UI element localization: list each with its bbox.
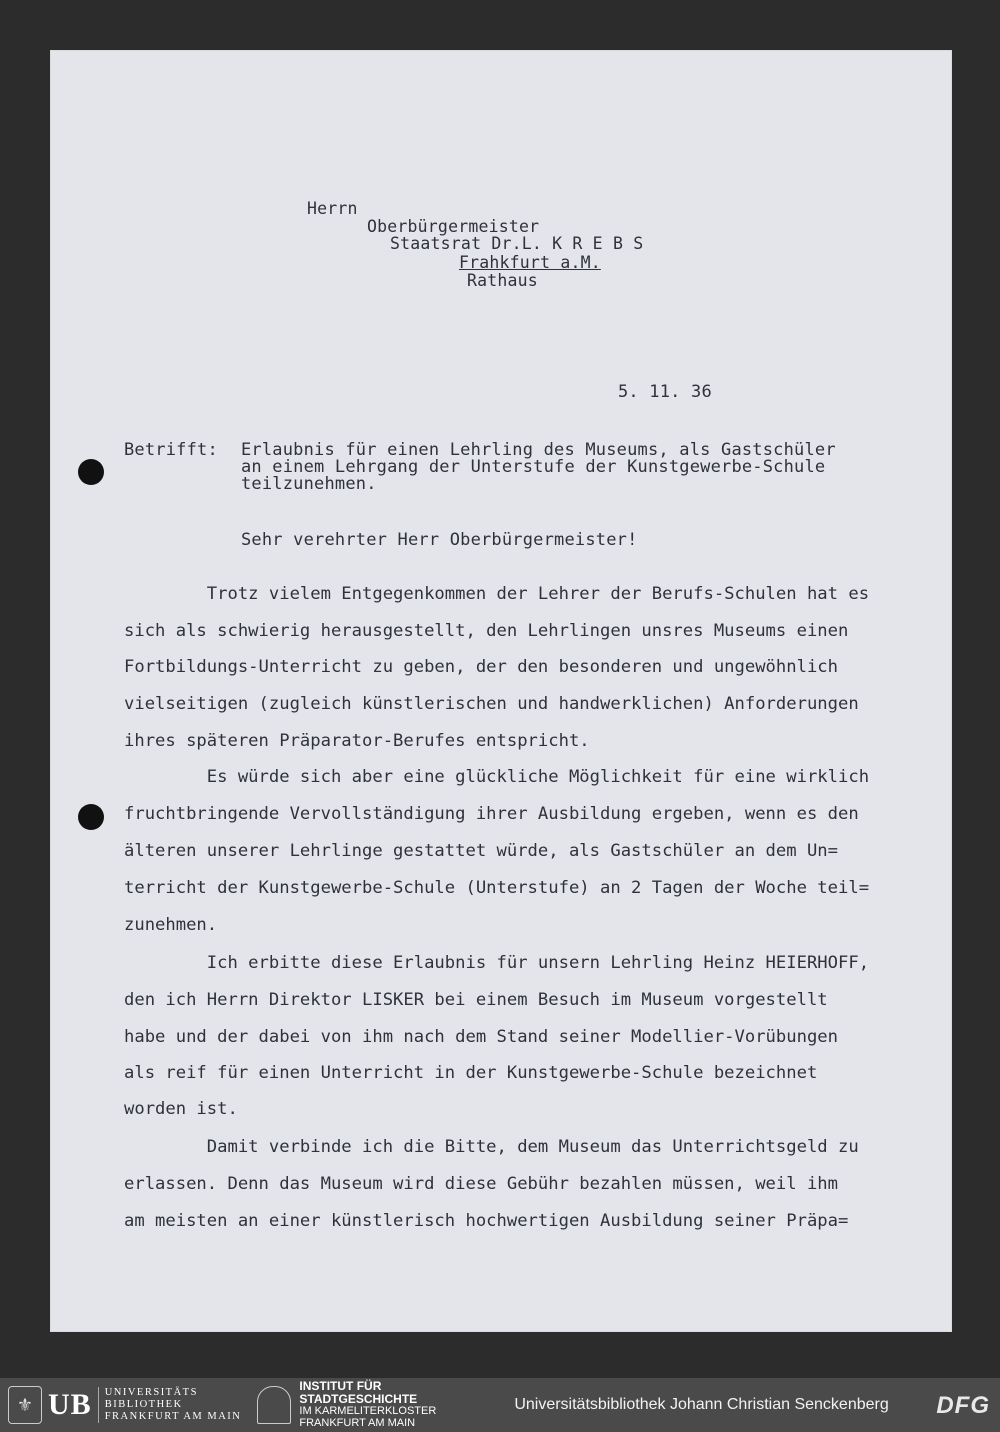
letter-date: 5. 11. 36 bbox=[618, 382, 712, 402]
subject-line-1: Erlaubnis für einen Lehrling des Museums, als Gastschüler bbox=[241, 440, 836, 460]
ub-logo[interactable] bbox=[8, 1386, 241, 1424]
body-line: als reif für einen Unterricht in der Kunstgewerbe-Schule bezeichnet bbox=[124, 1063, 818, 1083]
body-line: worden ist. bbox=[124, 1099, 238, 1119]
body-line: vielseitigen (zugleich künstlerischen und handwerklichen) Anforderungen bbox=[124, 694, 859, 714]
arch-icon bbox=[257, 1386, 291, 1424]
body-line: älteren unserer Lehrlinge gestattet würde, als Gastschüler an dem Un= bbox=[124, 841, 838, 861]
salutation: Sehr verehrter Herr Oberbürgermeister! bbox=[241, 530, 638, 550]
body-line: Ich erbitte diese Erlaubnis für unsern Lehrling Heinz HEIERHOFF, bbox=[124, 953, 870, 973]
library-title: Universitätsbibliothek Johann Christian Senckenberg bbox=[514, 1396, 889, 1413]
body-line: fruchtbringende Vervollständigung ihrer Ausbildung ergeben, wenn es den bbox=[124, 804, 859, 824]
inst-line-3: IM KARMELITERKLOSTER bbox=[299, 1405, 437, 1417]
ub-seal-icon: ⚜ bbox=[8, 1386, 42, 1424]
body-line: am meisten an einer künstlerisch hochwertigen Ausbildung seiner Präpa= bbox=[124, 1211, 849, 1231]
punch-hole-bottom bbox=[78, 804, 104, 830]
subject-line-3: teilzunehmen. bbox=[241, 474, 377, 494]
body-line: sich als schwierig herausgestellt, den Lehrlingen unsres Museums einen bbox=[124, 621, 849, 641]
institut-logo[interactable] bbox=[257, 1381, 436, 1429]
address-line-3: Staatsrat Dr.L. K R E B S bbox=[390, 234, 644, 253]
subject-label: Betrifft: bbox=[124, 440, 218, 460]
body-line: ihres späteren Präparator-Berufes entspricht. bbox=[124, 731, 590, 751]
body-line: Fortbildungs-Unterricht zu geben, der den besonderen und ungewöhnlich bbox=[124, 657, 838, 677]
address-line-2: Oberbürgermeister bbox=[367, 217, 540, 236]
body-line: Trotz vielem Entgegenkommen der Lehrer der Berufs-Schulen hat es bbox=[124, 584, 870, 604]
body-line: terricht der Kunstgewerbe-Schule (Unterstufe) an 2 Tagen der Woche teil= bbox=[124, 878, 870, 898]
body-line: den ich Herrn Direktor LISKER bei einem Besuch im Museum vorgestellt bbox=[124, 990, 828, 1010]
ub-name bbox=[105, 1387, 242, 1423]
punch-hole-top bbox=[78, 459, 104, 485]
inst-line-1: INSTITUT FÜR bbox=[299, 1379, 382, 1393]
ub-line-3: FRANKFURT AM MAIN bbox=[104, 1411, 242, 1422]
ub-short: UB bbox=[48, 1388, 92, 1421]
address-line-4: Frahkfurt a.M. bbox=[459, 253, 601, 272]
ub-divider bbox=[98, 1387, 99, 1423]
inst-line-4: FRANKFURT AM MAIN bbox=[299, 1416, 416, 1429]
address-line-1: Herrn bbox=[307, 199, 358, 218]
body-line: zunehmen. bbox=[124, 915, 218, 935]
ub-line-2: BIBLIOTHEK bbox=[104, 1399, 183, 1410]
body-line: Es würde sich aber eine glückliche Möglichkeit für eine wirklich bbox=[124, 767, 870, 787]
body-line: erlassen. Denn das Museum wird diese Gebühr bezahlen müssen, weil ihm bbox=[124, 1174, 838, 1194]
address-line-5: Rathaus bbox=[467, 271, 538, 290]
body-line: habe und der dabei von ihm nach dem Stand seiner Modellier-Vorübungen bbox=[124, 1027, 838, 1047]
body-line: Damit verbinde ich die Bitte, dem Museum das Unterrichtsgeld zu bbox=[124, 1137, 859, 1157]
institut-name bbox=[299, 1381, 436, 1429]
inst-line-2: STADTGESCHICHTE bbox=[299, 1391, 418, 1406]
viewer-footer bbox=[0, 1378, 1000, 1432]
ub-line-1: UNIVERSITÄTS bbox=[104, 1387, 198, 1398]
dfg-logo[interactable]: DFG bbox=[936, 1392, 990, 1419]
subject-line-2: an einem Lehrgang der Unterstufe der Kunstgewerbe-Schule bbox=[241, 457, 826, 477]
